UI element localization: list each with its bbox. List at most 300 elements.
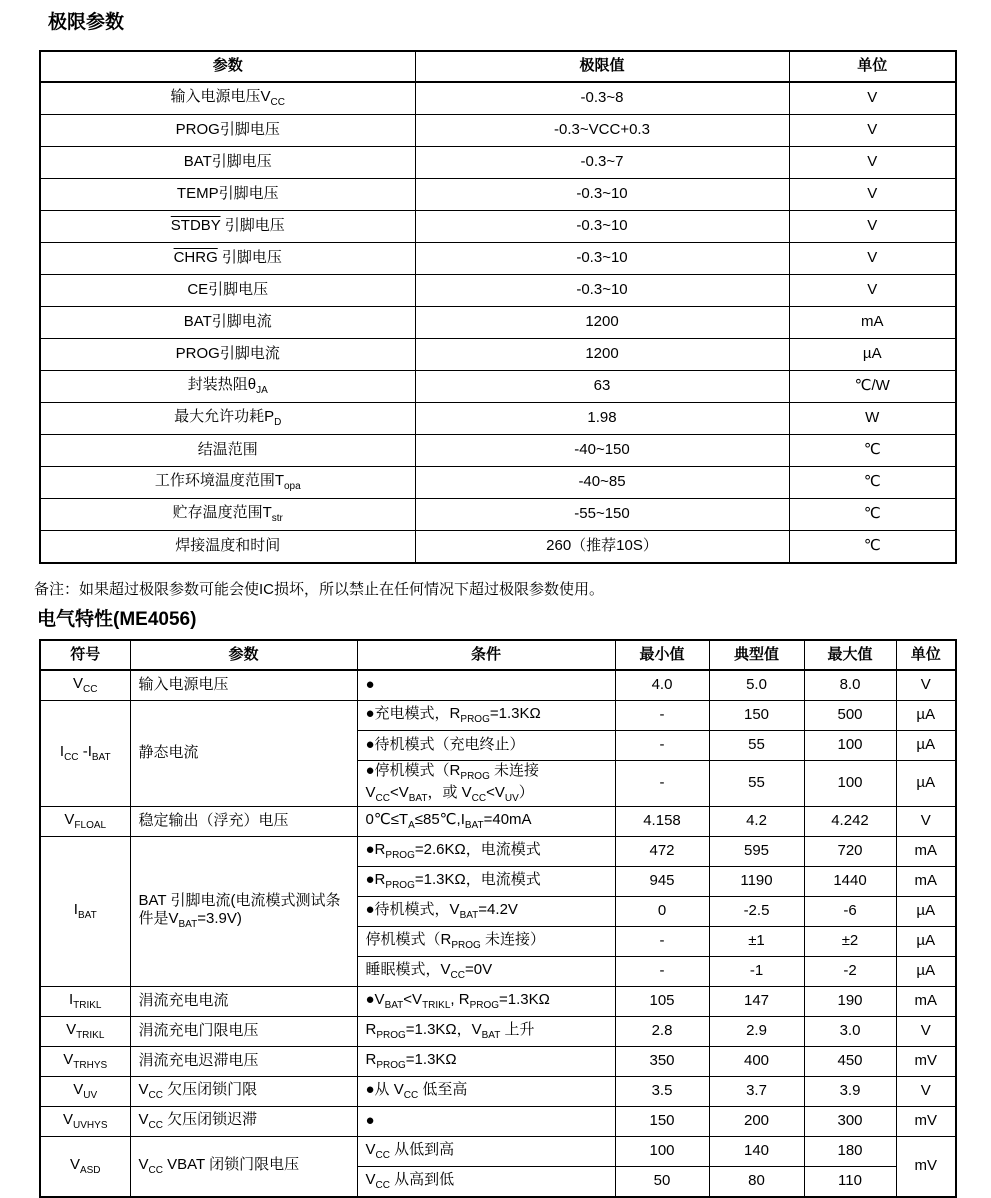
subscript: CC: [375, 792, 390, 804]
limits-header-unit: 单位: [789, 51, 956, 82]
value-cell: -55~150: [415, 498, 789, 530]
limits-row: [40, 274, 956, 306]
symbol-cell: [40, 670, 130, 701]
text-run: ≤85℃,I: [414, 810, 465, 828]
unit-cell: mV: [896, 1107, 956, 1137]
symbol-cell: [40, 1077, 130, 1107]
min-cell: 0: [615, 897, 709, 927]
subscript: CC: [403, 1089, 419, 1101]
param-cell: [40, 210, 415, 242]
value-cell: -0.3~10: [415, 274, 789, 306]
subscript: UVHYS: [73, 1119, 108, 1131]
limits-row: [40, 306, 956, 338]
text-run: 贮存温度范围T: [172, 503, 272, 521]
text-run: ●从 V: [365, 1080, 404, 1098]
symbol-cell: [40, 701, 130, 807]
electrical-header-param: 参数: [130, 640, 357, 670]
subscript: D: [274, 416, 282, 428]
min-cell: 3.5: [615, 1077, 709, 1107]
unit-cell: ℃: [789, 530, 956, 563]
max-cell: 190: [804, 987, 896, 1017]
text-run: ）: [518, 783, 534, 801]
text-run: =1.3KΩ: [489, 704, 541, 722]
unit-cell: mA: [896, 837, 956, 867]
text-run: I: [68, 990, 74, 1008]
min-cell: 350: [615, 1047, 709, 1077]
param-cell: [40, 242, 415, 274]
text-run: ，或 V: [427, 783, 472, 801]
text-run: 欠压闭锁迟滞: [162, 1110, 258, 1128]
text-run: =2.6KΩ，电流模式: [414, 840, 541, 858]
subscript: PROG: [385, 879, 415, 891]
subscript: CC: [375, 1149, 390, 1161]
electrical-row: [40, 670, 956, 701]
unit-cell: µA: [896, 927, 956, 957]
condition-cell: [357, 701, 615, 731]
param-cell: [130, 837, 357, 987]
electrical-row: [40, 1017, 956, 1047]
text-run: 未连接）: [480, 930, 545, 948]
unit-cell: ℃/W: [789, 370, 956, 402]
param-cell: [130, 1047, 357, 1077]
param-cell: [40, 338, 415, 370]
symbol-cell: [40, 987, 130, 1017]
unit-cell: µA: [896, 731, 956, 761]
electrical-header-row: [40, 640, 956, 670]
unit-cell: µA: [896, 701, 956, 731]
text-run: V: [138, 1155, 149, 1173]
min-cell: -: [615, 701, 709, 731]
subscript: UV: [83, 1089, 98, 1101]
text-run: BAT引脚电流: [183, 312, 272, 330]
subscript: CC: [148, 1119, 163, 1131]
min-cell: 4.158: [615, 807, 709, 837]
text-run: 涓流充电迟滞电压: [138, 1052, 259, 1070]
max-cell: 100: [804, 731, 896, 761]
unit-cell: mA: [896, 987, 956, 1017]
subscript: BAT: [464, 819, 484, 831]
typ-cell: 400: [709, 1047, 804, 1077]
param-cell: [40, 498, 415, 530]
text-run: R: [365, 1020, 377, 1038]
limits-row: [40, 210, 956, 242]
param-cell: [130, 1137, 357, 1198]
unit-cell: mA: [789, 306, 956, 338]
text-run: =1.3KΩ: [499, 990, 550, 1008]
value-cell: -40~150: [415, 434, 789, 466]
subscript: ASD: [79, 1164, 101, 1176]
text-run: ●待机模式，V: [365, 900, 460, 918]
condition-cell: [357, 897, 615, 927]
min-cell: 50: [615, 1167, 709, 1198]
max-cell: ±2: [804, 927, 896, 957]
unit-cell: V: [896, 1077, 956, 1107]
text-run: 引脚电压: [220, 216, 285, 234]
value-cell: 1.98: [415, 402, 789, 434]
value-cell: -0.3~10: [415, 178, 789, 210]
electrical-row: [40, 1107, 956, 1137]
condition-cell: [357, 1167, 615, 1198]
condition-cell: [357, 987, 615, 1017]
text-run: , R: [450, 990, 470, 1008]
value-cell: -0.3~10: [415, 242, 789, 274]
text-run: BAT引脚电压: [183, 152, 272, 170]
text-run: PROG引脚电流: [175, 344, 280, 362]
text-run: 睡眠模式，V: [365, 960, 451, 978]
condition-cell: [357, 957, 615, 987]
text-run: ●R: [365, 870, 386, 888]
typ-cell: 5.0: [709, 670, 804, 701]
text-run: 欠压闭锁门限: [162, 1080, 258, 1098]
electrical-row: [40, 1137, 956, 1167]
text-run: =1.3KΩ: [405, 1050, 457, 1068]
electrical-row: [40, 837, 956, 867]
text-run: 工作环境温度范围T: [154, 471, 284, 489]
subscript: BAT: [459, 909, 479, 921]
param-cell: [130, 670, 357, 701]
electrical-header-unit: 单位: [896, 640, 956, 670]
symbol-cell: [40, 1107, 130, 1137]
unit-cell: V: [896, 807, 956, 837]
unit-cell: µA: [896, 761, 956, 807]
text-run: 涓流充电门限电压: [138, 1022, 259, 1040]
typ-cell: 55: [709, 761, 804, 807]
limits-row: [40, 178, 956, 210]
text-run: 上升: [500, 1020, 535, 1038]
typ-cell: -2.5: [709, 897, 804, 927]
unit-cell: W: [789, 402, 956, 434]
limits-header-value: 极限值: [415, 51, 789, 82]
min-cell: -: [615, 927, 709, 957]
min-cell: 100: [615, 1137, 709, 1167]
value-cell: 260（推荐10S）: [415, 530, 789, 563]
max-cell: 450: [804, 1047, 896, 1077]
text-run: V: [66, 1020, 77, 1038]
subscript: BAT: [178, 919, 198, 931]
text-run: V: [365, 1170, 376, 1188]
subscript: BAT: [481, 1029, 501, 1041]
min-cell: -: [615, 957, 709, 987]
param-cell: [130, 807, 357, 837]
typ-cell: 55: [709, 731, 804, 761]
subscript: TRIKL: [73, 999, 102, 1011]
text-run: ●: [365, 676, 375, 694]
unit-cell: µA: [896, 957, 956, 987]
max-cell: 3.9: [804, 1077, 896, 1107]
value-cell: -0.3~VCC+0.3: [415, 114, 789, 146]
param-cell: [130, 701, 357, 807]
value-cell: -0.3~7: [415, 146, 789, 178]
min-cell: 105: [615, 987, 709, 1017]
subscript: BAT: [384, 999, 404, 1011]
subscript: CC: [450, 969, 465, 981]
unit-cell: V: [789, 242, 956, 274]
value-cell: -0.3~10: [415, 210, 789, 242]
min-cell: 150: [615, 1107, 709, 1137]
text-run: BAT 引脚电流(电流模式测试条件是V: [138, 891, 341, 928]
text-run: 最大允许功耗P: [174, 407, 275, 425]
electrical-table: [39, 639, 957, 1198]
text-run: V: [73, 1080, 84, 1098]
typ-cell: 2.9: [709, 1017, 804, 1047]
text-run: 焊接温度和时间: [175, 536, 281, 554]
param-cell: [40, 466, 415, 498]
electrical-header-symbol: 符号: [40, 640, 130, 670]
text-run: PROG引脚电压: [175, 120, 280, 138]
param-cell: [130, 1017, 357, 1047]
electrical-row: [40, 987, 956, 1017]
electrical-section-title: 电气特性(ME4056): [37, 609, 197, 631]
text-run: 输入电源电压V: [170, 87, 271, 105]
unit-cell: V: [896, 1017, 956, 1047]
unit-cell: ℃: [789, 434, 956, 466]
text-run: 停机模式（R: [365, 930, 452, 948]
value-cell: 63: [415, 370, 789, 402]
typ-cell: ±1: [709, 927, 804, 957]
text-run: V: [138, 1110, 149, 1128]
subscript: PROG: [376, 1029, 406, 1041]
unit-cell: V: [789, 82, 956, 115]
condition-cell: [357, 837, 615, 867]
electrical-header-condition: 条件: [357, 640, 615, 670]
text-run: 低至高: [418, 1080, 468, 1098]
subscript: str: [271, 512, 283, 524]
condition-cell: [357, 867, 615, 897]
condition-cell: [357, 670, 615, 701]
min-cell: 945: [615, 867, 709, 897]
text-run: ●R: [365, 840, 386, 858]
value-cell: 1200: [415, 306, 789, 338]
limits-row: [40, 434, 956, 466]
text-run: 从低到高: [389, 1140, 455, 1158]
text-run: V: [138, 1080, 149, 1098]
text-run: <V: [403, 990, 423, 1008]
unit-cell: mV: [896, 1137, 956, 1198]
subscript: PROG: [460, 713, 490, 725]
text-run: 封装热阻θ: [187, 375, 257, 393]
symbol-cell: [40, 807, 130, 837]
unit-cell: µA: [789, 338, 956, 370]
limits-row: [40, 242, 956, 274]
text-run: ●停机模式（R: [365, 762, 461, 780]
limits-header-param: 参数: [40, 51, 415, 82]
symbol-cell: [40, 1017, 130, 1047]
electrical-row: [40, 1047, 956, 1077]
electrical-header-max: 最大值: [804, 640, 896, 670]
max-cell: -2: [804, 957, 896, 987]
subscript: PROG: [469, 999, 500, 1011]
limits-row: [40, 402, 956, 434]
max-cell: 1440: [804, 867, 896, 897]
text-run: <V: [486, 783, 505, 801]
min-cell: 2.8: [615, 1017, 709, 1047]
unit-cell: V: [789, 178, 956, 210]
unit-cell: V: [896, 670, 956, 701]
param-cell: [40, 530, 415, 563]
subscript: CC: [148, 1164, 163, 1176]
typ-cell: 595: [709, 837, 804, 867]
unit-cell: mV: [896, 1047, 956, 1077]
text-run: I: [73, 900, 78, 918]
param-cell: [40, 402, 415, 434]
text-run: =1.3KΩ，V: [405, 1020, 482, 1038]
param-cell: [40, 370, 415, 402]
subscript: BAT: [91, 751, 111, 763]
condition-cell: [357, 761, 615, 807]
max-cell: 4.242: [804, 807, 896, 837]
unit-cell: µA: [896, 897, 956, 927]
subscript: PROG: [376, 1059, 406, 1071]
condition-cell: [357, 731, 615, 761]
param-cell: [130, 1107, 357, 1137]
max-cell: -6: [804, 897, 896, 927]
max-cell: 8.0: [804, 670, 896, 701]
text-run: 涓流充电电流: [138, 992, 229, 1010]
param-cell: [40, 178, 415, 210]
min-cell: -: [615, 731, 709, 761]
typ-cell: 4.2: [709, 807, 804, 837]
limits-row: [40, 146, 956, 178]
subscript: BAT: [77, 909, 97, 921]
value-cell: -0.3~8: [415, 82, 789, 115]
typ-cell: -1: [709, 957, 804, 987]
limits-row: [40, 338, 956, 370]
text-run: =3.9V): [197, 910, 242, 928]
unit-cell: V: [789, 210, 956, 242]
subscript: PROG: [385, 849, 415, 861]
param-cell: [130, 1077, 357, 1107]
symbol-cell: [40, 837, 130, 987]
text-run: V: [63, 1050, 74, 1068]
symbol-cell: [40, 1047, 130, 1077]
subscript: CC: [148, 1089, 163, 1101]
text-run: ●: [365, 1112, 375, 1130]
typ-cell: 150: [709, 701, 804, 731]
text-run: CE引脚电压: [187, 280, 269, 298]
text-run: 0℃≤T: [365, 810, 409, 828]
param-cell: [40, 146, 415, 178]
limits-row: [40, 82, 956, 115]
typ-cell: 3.7: [709, 1077, 804, 1107]
overline-text: STDBY: [170, 216, 221, 234]
max-cell: 110: [804, 1167, 896, 1198]
text-run: =1.3KΩ，电流模式: [414, 870, 541, 888]
limits-table: [39, 50, 957, 564]
param-cell: [40, 82, 415, 115]
limits-row: [40, 466, 956, 498]
param-cell: [40, 306, 415, 338]
subscript: BAT: [408, 792, 428, 804]
limits-row: [40, 114, 956, 146]
param-cell: [40, 434, 415, 466]
subscript: TRIKL: [76, 1029, 105, 1041]
text-run: ●V: [365, 990, 385, 1008]
subscript: TRHYS: [73, 1059, 108, 1071]
value-cell: 1200: [415, 338, 789, 370]
text-run: 从高到低: [389, 1170, 455, 1188]
min-cell: 4.0: [615, 670, 709, 701]
electrical-row: [40, 807, 956, 837]
unit-cell: V: [789, 146, 956, 178]
unit-cell: V: [789, 114, 956, 146]
limits-row: [40, 370, 956, 402]
subscript: opa: [283, 480, 301, 492]
subscript: CC: [375, 1179, 390, 1191]
max-cell: 3.0: [804, 1017, 896, 1047]
max-cell: 100: [804, 761, 896, 807]
text-run: VBAT 闭锁门限电压: [162, 1155, 300, 1173]
typ-cell: 200: [709, 1107, 804, 1137]
unit-cell: ℃: [789, 466, 956, 498]
text-run: V: [64, 810, 75, 828]
condition-cell: [357, 1137, 615, 1167]
unit-cell: ℃: [789, 498, 956, 530]
text-run: V: [69, 1155, 80, 1173]
condition-cell: [357, 807, 615, 837]
limits-row: [40, 498, 956, 530]
max-cell: 300: [804, 1107, 896, 1137]
text-run: 未连接 V: [365, 762, 540, 801]
symbol-cell: [40, 1137, 130, 1198]
subscript: PROG: [460, 771, 490, 783]
text-run: V: [73, 674, 84, 692]
text-run: V: [365, 1140, 376, 1158]
text-run: R: [365, 1050, 377, 1068]
param-cell: [130, 987, 357, 1017]
min-cell: -: [615, 761, 709, 807]
text-run: 引脚电压: [217, 248, 282, 266]
value-cell: -40~85: [415, 466, 789, 498]
text-run: 输入电源电压: [138, 676, 229, 694]
electrical-header-min: 最小值: [615, 640, 709, 670]
text-run: 结温范围: [197, 440, 258, 458]
condition-cell: [357, 1077, 615, 1107]
subscript: JA: [256, 384, 268, 396]
subscript: CC: [83, 683, 98, 695]
subscript: UV: [504, 792, 519, 804]
text-run: ●待机模式（充电终止）: [365, 736, 525, 754]
text-run: <V: [389, 783, 409, 801]
limits-section-title: 极限参数: [48, 12, 125, 33]
electrical-row: [40, 701, 956, 731]
text-run: =40mA: [483, 810, 532, 828]
electrical-row: [40, 1077, 956, 1107]
subscript: CC: [270, 96, 285, 108]
subscript: CC: [64, 751, 79, 763]
text-run: 静态电流: [138, 744, 199, 762]
subscript: PROG: [451, 939, 481, 951]
typ-cell: 140: [709, 1137, 804, 1167]
condition-cell: [357, 927, 615, 957]
text-run: ●充电模式，R: [365, 704, 461, 722]
typ-cell: 1190: [709, 867, 804, 897]
text-run: -I: [78, 742, 92, 760]
max-cell: 500: [804, 701, 896, 731]
max-cell: 180: [804, 1137, 896, 1167]
unit-cell: mA: [896, 867, 956, 897]
max-cell: 720: [804, 837, 896, 867]
min-cell: 472: [615, 837, 709, 867]
condition-cell: [357, 1047, 615, 1077]
subscript: CC: [471, 792, 487, 804]
text-run: =4.2V: [478, 900, 518, 918]
typ-cell: 147: [709, 987, 804, 1017]
condition-cell: [357, 1107, 615, 1137]
text-run: 稳定输出（浮充）电压: [138, 812, 289, 830]
limits-row: [40, 530, 956, 563]
subscript: FLOAL: [74, 819, 107, 831]
text-run: TEMP引脚电压: [176, 184, 279, 202]
